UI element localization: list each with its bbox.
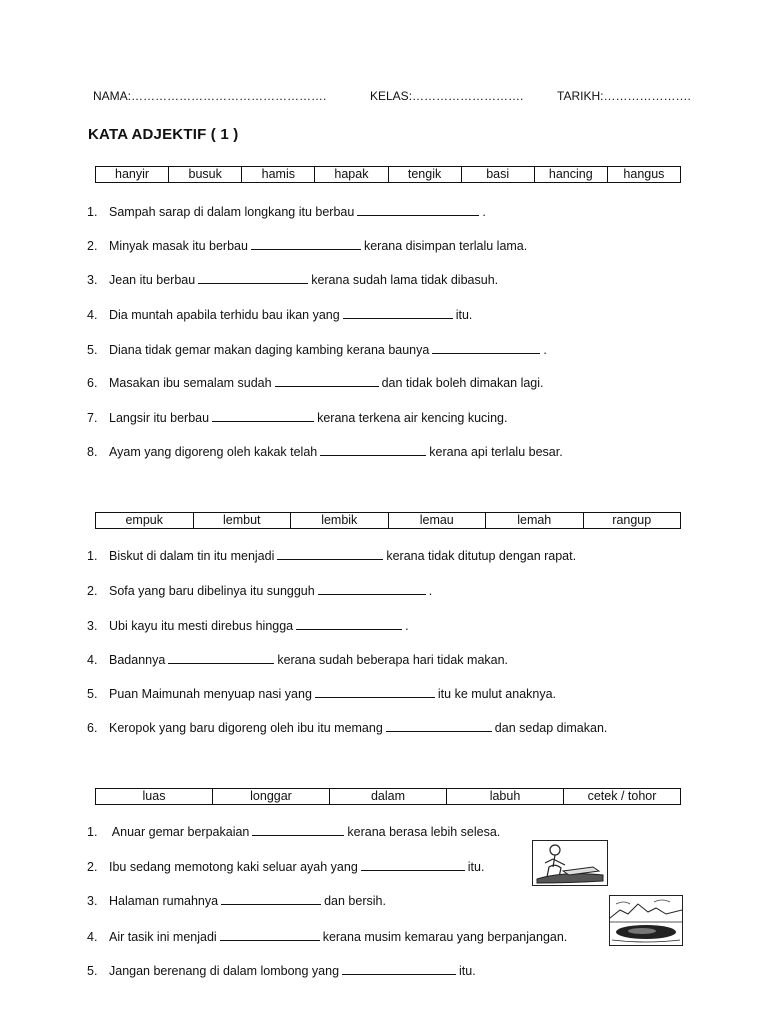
question-s2-3	[87, 618, 409, 633]
question-text: Puan Maimunah menyuap nasi yang	[109, 687, 312, 701]
question-text-end: itu.	[467, 860, 485, 874]
question-number: 7.	[87, 411, 98, 425]
question-text: Langsir itu berbau	[109, 411, 210, 425]
question-s2-6	[87, 720, 607, 735]
answer-blank[interactable]	[277, 548, 383, 560]
question-s1-3	[87, 272, 498, 287]
question-text-end: itu.	[455, 308, 473, 322]
word-cell: empuk	[96, 513, 194, 528]
question-text-end: dan bersih.	[324, 894, 386, 908]
question-text: Minyak masak itu berbau	[109, 239, 248, 253]
word-cell: cetek / tohor	[587, 789, 657, 803]
question-text-end: kerana tidak ditutup dengan rapat.	[386, 549, 577, 563]
answer-blank[interactable]	[212, 410, 314, 422]
question-s3-4	[87, 929, 567, 944]
answer-blank[interactable]	[432, 342, 540, 354]
answer-blank[interactable]	[357, 204, 479, 216]
answer-blank[interactable]	[320, 444, 426, 456]
word-cell: luas	[96, 789, 213, 804]
question-s2-1	[87, 548, 576, 563]
answer-blank[interactable]	[252, 824, 344, 836]
question-s1-8	[87, 444, 563, 459]
question-text: Ibu sedang memotong kaki seluar ayah yang	[109, 860, 358, 874]
question-text: Ayam yang digoreng oleh kakak telah	[109, 445, 318, 459]
question-text: Ubi kayu itu mesti direbus hingga	[109, 619, 294, 633]
word-cell: hanyir	[96, 167, 169, 182]
question-s2-4	[87, 652, 508, 667]
word-cell: lemah	[486, 513, 584, 528]
question-s3-1	[87, 824, 500, 839]
answer-blank[interactable]	[220, 929, 320, 941]
word-cell: busuk	[169, 167, 242, 182]
question-s1-7	[87, 410, 507, 425]
question-text: Air tasik ini menjadi	[109, 930, 217, 944]
question-text: Dia muntah apabila terhidu bau ikan yang	[109, 308, 340, 322]
question-text-end: .	[405, 619, 409, 633]
question-number: 3.	[87, 273, 98, 287]
question-number: 3.	[87, 894, 98, 908]
question-s1-6	[87, 375, 544, 390]
question-text: Masakan ibu semalam sudah	[109, 376, 272, 390]
question-number: 8.	[87, 445, 98, 459]
question-s3-5	[87, 963, 476, 978]
question-s1-2	[87, 238, 527, 253]
question-s1-1	[87, 204, 486, 219]
question-s3-3	[87, 893, 386, 908]
answer-blank[interactable]	[251, 238, 361, 250]
question-s2-2	[87, 583, 432, 598]
word-cell: hancing	[535, 167, 608, 182]
question-text-end: kerana sudah lama tidak dibasuh.	[311, 273, 499, 287]
word-cell: hamis	[242, 167, 315, 182]
question-number: 2.	[87, 239, 98, 253]
worksheet-title: KATA ADJEKTIF ( 1 )	[88, 126, 239, 143]
dry-lake-drawing	[610, 896, 682, 945]
question-text-end: kerana api terlalu besar.	[429, 445, 563, 459]
question-text: Keropok yang baru digoreng oleh ibu itu memang	[109, 721, 383, 735]
word-cell: tengik	[389, 167, 462, 182]
question-text-end: .	[482, 205, 486, 219]
word-cell: hapak	[315, 167, 388, 182]
question-number: 6.	[87, 721, 98, 735]
seamstress-illustration	[532, 840, 608, 886]
word-box-3	[95, 788, 681, 805]
seamstress-drawing	[533, 841, 607, 885]
question-text: Anuar gemar berpakaian	[109, 825, 250, 839]
question-s3-2	[87, 859, 484, 874]
question-text-end: .	[543, 343, 547, 357]
word-cell: lemau	[389, 513, 487, 528]
question-text-end: itu.	[459, 964, 476, 978]
question-text: Sofa yang baru dibelinya itu sungguh	[109, 584, 315, 598]
question-text-end: kerana terkena air kencing kucing.	[317, 411, 508, 425]
question-text: Sampah sarap di dalam longkang itu berbau	[109, 205, 355, 219]
question-text: Halaman rumahnya	[109, 894, 219, 908]
answer-blank[interactable]	[318, 583, 426, 595]
question-number: 1.	[87, 549, 98, 563]
word-cell: rangup	[612, 513, 652, 527]
answer-blank[interactable]	[361, 859, 465, 871]
question-number: 5.	[87, 964, 98, 978]
question-number: 3.	[87, 619, 98, 633]
answer-blank[interactable]	[168, 652, 274, 664]
question-text: Biskut di dalam tin itu menjadi	[109, 549, 275, 563]
question-number: 2.	[87, 584, 98, 598]
word-cell: lembut	[194, 513, 292, 528]
answer-blank[interactable]	[296, 618, 402, 630]
question-text-end: dan tidak boleh dimakan lagi.	[381, 376, 544, 390]
answer-blank[interactable]	[198, 272, 308, 284]
question-text-end: dan sedap dimakan.	[494, 721, 608, 735]
answer-blank[interactable]	[342, 963, 456, 975]
word-box-1	[95, 166, 681, 183]
word-cell: hangus	[623, 167, 665, 181]
question-number: 5.	[87, 687, 98, 701]
word-box-2	[95, 512, 681, 529]
name-field: NAMA:………………………………………….	[93, 89, 327, 103]
question-number: 2.	[87, 860, 98, 874]
question-text: Jangan berenang di dalam lombong yang	[109, 964, 340, 978]
class-field: KELAS:……………………….	[370, 89, 524, 103]
dry-lake-illustration	[609, 895, 683, 946]
question-number: 4.	[87, 653, 98, 667]
question-number: 1.	[87, 825, 98, 839]
question-number: 4.	[87, 930, 98, 944]
question-text-end: kerana musim kemarau yang berpanjangan.	[322, 930, 568, 944]
word-cell: lembik	[291, 513, 389, 528]
word-cell: basi	[462, 167, 535, 182]
question-s1-5	[87, 342, 547, 357]
answer-blank[interactable]	[343, 307, 453, 319]
answer-blank[interactable]	[275, 375, 379, 387]
date-field: TARIKH:………………….	[557, 89, 691, 103]
answer-blank[interactable]	[221, 893, 321, 905]
word-cell: longgar	[213, 789, 330, 804]
question-text: Diana tidak gemar makan daging kambing kerana baunya	[109, 343, 430, 357]
question-text-end: kerana disimpan terlalu lama.	[363, 239, 528, 253]
question-number: 1.	[87, 205, 98, 219]
question-s1-4	[87, 307, 472, 322]
answer-blank[interactable]	[386, 720, 492, 732]
question-text-end: kerana sudah beberapa hari tidak makan.	[277, 653, 509, 667]
question-number: 6.	[87, 376, 98, 390]
question-s2-5	[87, 686, 556, 701]
answer-blank[interactable]	[315, 686, 435, 698]
question-text-end: .	[428, 584, 433, 598]
question-text-end: itu ke mulut anaknya.	[437, 687, 557, 701]
question-text-end: kerana berasa lebih selesa.	[347, 825, 501, 839]
word-cell: labuh	[447, 789, 564, 804]
word-cell: dalam	[330, 789, 447, 804]
question-number: 4.	[87, 308, 98, 322]
question-text: Jean itu berbau	[109, 273, 196, 287]
question-number: 5.	[87, 343, 98, 357]
question-text: Badannya	[109, 653, 166, 667]
